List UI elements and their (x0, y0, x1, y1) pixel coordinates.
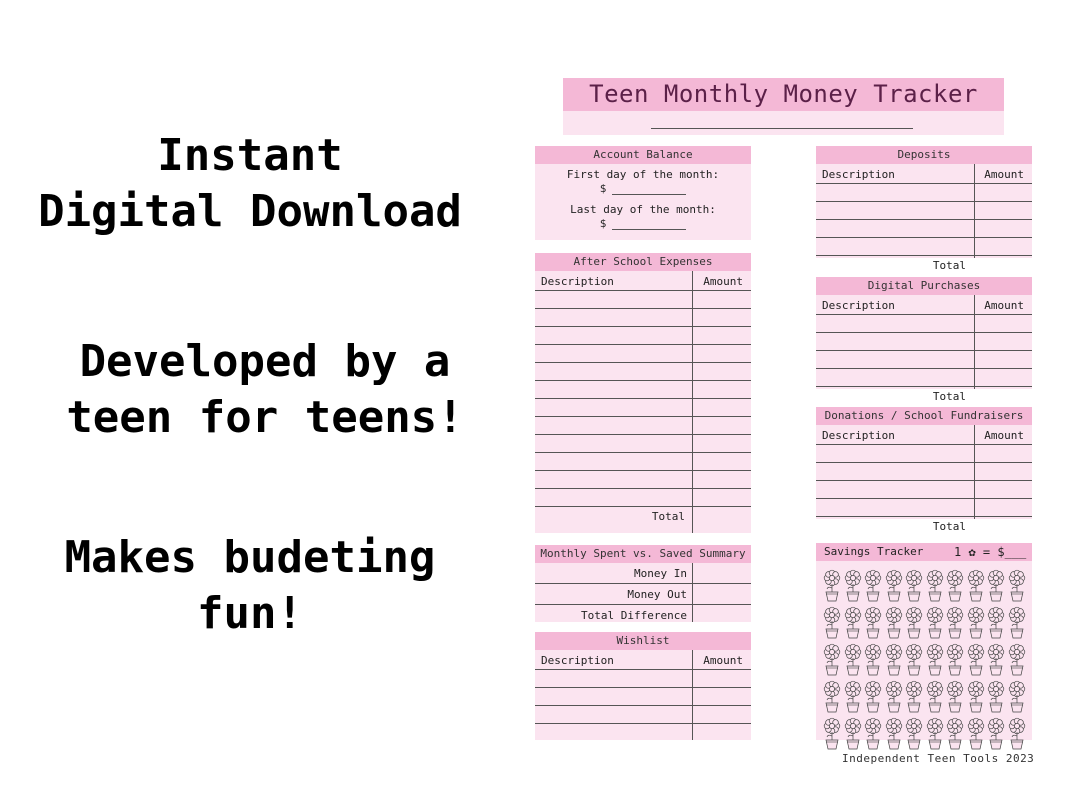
flower-row (822, 717, 1027, 754)
table-row (535, 489, 751, 507)
table-row (535, 453, 751, 471)
flower-pot-icon[interactable] (843, 569, 863, 603)
wishlist-section (535, 632, 751, 740)
flower-pot-icon[interactable] (986, 680, 1006, 714)
table-row (816, 351, 1032, 369)
flower-pot-icon[interactable] (904, 717, 924, 751)
donations-heading: Donations / School Fundraisers (816, 407, 1032, 425)
flower-pot-icon[interactable] (925, 569, 945, 603)
flower-pot-icon[interactable] (986, 643, 1006, 677)
table-row (535, 724, 751, 742)
flower-pot-icon[interactable] (986, 717, 1006, 751)
summary-heading: Monthly Spent vs. Saved Summary (535, 545, 751, 563)
flower-pot-icon[interactable] (884, 717, 904, 751)
savings-equation: 1 ✿ = $___ (954, 545, 1027, 559)
first-day-dollar: $ (600, 182, 687, 195)
flower-pot-icon[interactable] (884, 680, 904, 714)
money-in-row[interactable]: Money In (535, 563, 751, 584)
table-row (535, 291, 751, 309)
total-row: Total (651, 510, 685, 523)
flower-pot-icon[interactable] (1007, 643, 1027, 677)
promo-instant-download (0, 128, 500, 240)
flower-pot-icon[interactable] (966, 643, 986, 677)
table-row (535, 399, 751, 417)
table-row (535, 381, 751, 399)
footer-credit: Independent Teen Tools 2023 (842, 752, 1035, 765)
flower-pot-icon[interactable] (822, 569, 842, 603)
digital-rows[interactable] (816, 315, 1032, 387)
amount-header: Amount (984, 168, 1024, 181)
flower-pot-icon[interactable] (925, 717, 945, 751)
tracker-title: Teen Monthly Money Tracker (563, 78, 1004, 111)
amount-header: Amount (703, 654, 743, 667)
flower-pot-icon[interactable] (822, 717, 842, 751)
flower-pot-icon[interactable] (966, 717, 986, 751)
promo-line: Makes budeting (64, 532, 436, 583)
first-day-blank[interactable] (612, 185, 686, 195)
flower-pot-icon[interactable] (966, 680, 986, 714)
flower-row (822, 569, 1027, 606)
promo-line: teen for teens! (66, 392, 464, 443)
digital-purchases-section (816, 277, 1032, 403)
flower-pot-icon[interactable] (945, 606, 965, 640)
table-row (816, 481, 1032, 499)
savings-tracker-section (816, 543, 1032, 740)
promo-fun (0, 530, 500, 642)
flower-pot-icon[interactable] (1007, 717, 1027, 751)
savings-tracker-heading (816, 543, 1032, 561)
table-row (535, 688, 751, 706)
amount-header: Amount (984, 299, 1024, 312)
table-row (816, 202, 1032, 220)
table-row (816, 315, 1032, 333)
promo-developed-by-teen (10, 334, 520, 446)
table-row (816, 369, 1032, 387)
flower-row (822, 643, 1027, 680)
flower-pot-icon[interactable] (986, 606, 1006, 640)
flower-pot-icon[interactable] (904, 606, 924, 640)
promo-line: Instant (157, 130, 343, 181)
flower-pot-icon[interactable] (863, 680, 883, 714)
deposit-rows[interactable] (816, 184, 1032, 256)
table-row (535, 417, 751, 435)
flower-pot-icon[interactable] (1007, 606, 1027, 640)
donation-rows[interactable] (816, 445, 1032, 517)
table-row (535, 706, 751, 724)
donations-section (816, 407, 1032, 533)
account-balance-heading: Account Balance (535, 146, 751, 164)
table-row (816, 445, 1032, 463)
flower-pot-icon[interactable] (945, 717, 965, 751)
table-row (816, 499, 1032, 517)
total-row: Total (932, 520, 966, 533)
flower-pot-icon[interactable] (884, 643, 904, 677)
last-day-dollar: $ (600, 217, 687, 230)
flower-pot-icon[interactable] (863, 717, 883, 751)
last-day-blank[interactable] (612, 220, 686, 230)
table-row (535, 363, 751, 381)
flower-row (822, 606, 1027, 643)
total-difference-row[interactable]: Total Difference (581, 609, 687, 622)
flower-pot-icon[interactable] (945, 569, 965, 603)
description-header: Description (541, 275, 614, 288)
flower-pot-icon[interactable] (925, 643, 945, 677)
table-row (816, 220, 1032, 238)
flower-pot-icon[interactable] (904, 680, 924, 714)
column-divider (692, 271, 693, 533)
flower-pot-icon[interactable] (925, 680, 945, 714)
flower-pot-icon[interactable] (843, 717, 863, 751)
flower-grid[interactable] (822, 569, 1027, 754)
total-row: Total (932, 259, 966, 272)
flower-pot-icon[interactable] (884, 606, 904, 640)
table-row (816, 238, 1032, 256)
month-name-line (651, 128, 913, 129)
account-balance-section (535, 146, 751, 240)
flower-pot-icon[interactable] (863, 569, 883, 603)
flower-pot-icon[interactable] (843, 680, 863, 714)
flower-pot-icon[interactable] (884, 569, 904, 603)
flower-pot-icon[interactable] (966, 569, 986, 603)
total-row: Total (932, 390, 966, 403)
flower-pot-icon[interactable] (925, 606, 945, 640)
deposits-heading: Deposits (816, 146, 1032, 164)
flower-pot-icon[interactable] (863, 643, 883, 677)
flower-row (822, 680, 1027, 717)
after-school-heading: After School Expenses (535, 253, 751, 271)
amount-header: Amount (703, 275, 743, 288)
flower-pot-icon[interactable] (822, 643, 842, 677)
flower-pot-icon[interactable] (904, 569, 924, 603)
amount-header: Amount (984, 429, 1024, 442)
promo-line: Digital Download (38, 186, 462, 237)
flower-pot-icon[interactable] (966, 606, 986, 640)
deposits-section (816, 146, 1032, 272)
flower-pot-icon[interactable] (945, 643, 965, 677)
description-header: Description (541, 654, 614, 667)
table-row (535, 327, 751, 345)
last-day-label: Last day of the month: (570, 203, 716, 216)
summary-section (535, 545, 751, 622)
wishlist-rows[interactable] (535, 670, 751, 742)
promo-line: fun! (197, 588, 303, 639)
flower-pot-icon[interactable] (822, 606, 842, 640)
flower-pot-icon[interactable] (1007, 680, 1027, 714)
description-header: Description (822, 299, 895, 312)
table-row (535, 670, 751, 688)
expense-rows[interactable] (535, 291, 751, 507)
table-row (535, 435, 751, 453)
digital-purchases-heading: Digital Purchases (816, 277, 1032, 295)
table-row (816, 184, 1032, 202)
wishlist-heading: Wishlist (535, 632, 751, 650)
after-school-expenses-section (535, 253, 751, 533)
first-day-label: First day of the month: (566, 168, 720, 181)
table-row (816, 333, 1032, 351)
savings-title: Savings Tracker (824, 545, 924, 558)
tracker-title-box (563, 78, 1004, 135)
flower-pot-icon[interactable] (822, 680, 842, 714)
table-row (535, 309, 751, 327)
table-row (816, 463, 1032, 481)
money-out-row[interactable]: Money Out (535, 584, 751, 605)
table-row (535, 471, 751, 489)
description-header: Description (822, 168, 895, 181)
flower-pot-icon[interactable] (843, 643, 863, 677)
promo-line: Developed by a (79, 336, 451, 387)
flower-pot-icon[interactable] (986, 569, 1006, 603)
flower-pot-icon[interactable] (863, 606, 883, 640)
table-row (535, 345, 751, 363)
description-header: Description (822, 429, 895, 442)
flower-pot-icon[interactable] (904, 643, 924, 677)
flower-pot-icon[interactable] (945, 680, 965, 714)
flower-pot-icon[interactable] (1007, 569, 1027, 603)
flower-pot-icon[interactable] (843, 606, 863, 640)
